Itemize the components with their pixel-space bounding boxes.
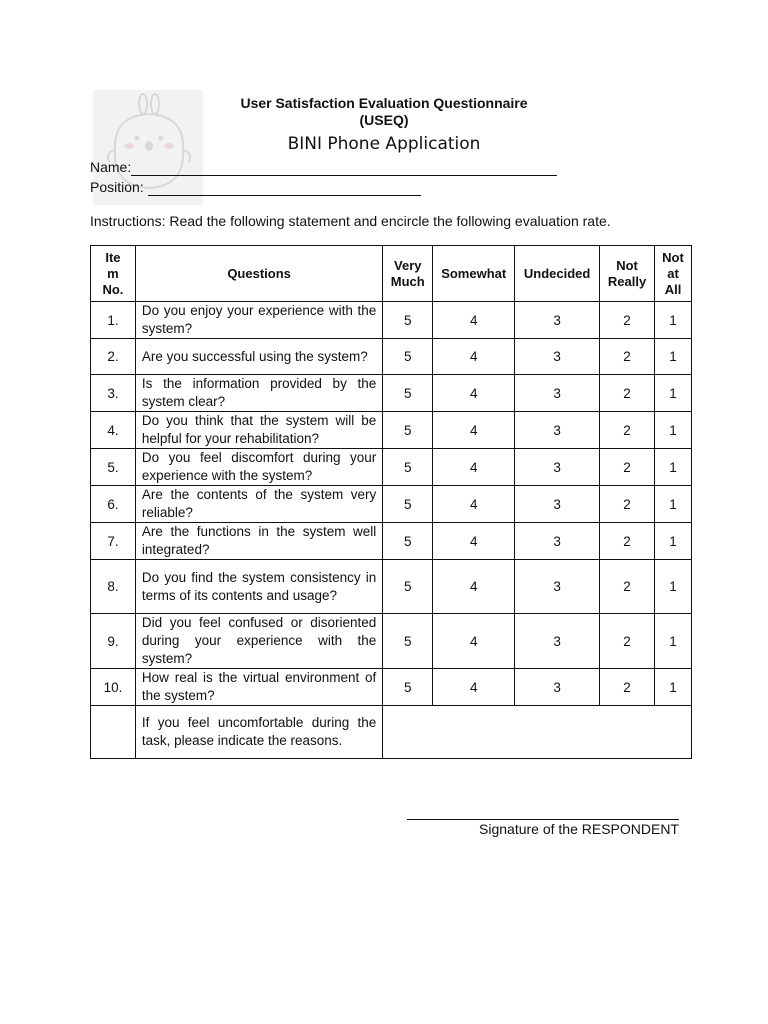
rating-1[interactable]: 1: [655, 412, 692, 449]
rating-1[interactable]: 1: [655, 614, 692, 669]
question-text: Are the contents of the system very reliable?: [135, 486, 382, 523]
reasons-answer-cell[interactable]: [383, 706, 692, 759]
header-not-really-l2: Really: [607, 273, 647, 289]
header-not-at-all-l2: at: [667, 265, 679, 281]
rating-2[interactable]: 2: [600, 523, 655, 560]
rating-5[interactable]: 5: [383, 412, 433, 449]
item-number: 9.: [91, 614, 136, 669]
name-field[interactable]: [90, 158, 557, 176]
rating-5[interactable]: 5: [383, 375, 433, 412]
table-row-reasons: [91, 706, 692, 759]
rating-5[interactable]: 5: [383, 614, 433, 669]
rating-5[interactable]: 5: [383, 449, 433, 486]
instructions: Instructions: Read the following statement and encircle the following evaluation rate.: [90, 213, 611, 229]
header-very-much-l1: Very: [394, 257, 422, 273]
item-number: 2.: [91, 339, 136, 375]
item-number: 7.: [91, 523, 136, 560]
rating-4[interactable]: 4: [433, 449, 515, 486]
rating-2[interactable]: 2: [600, 375, 655, 412]
rating-2[interactable]: 2: [600, 302, 655, 339]
rating-4[interactable]: 4: [433, 523, 515, 560]
rating-1[interactable]: 1: [655, 486, 692, 523]
header-not-really-l1: Not: [616, 257, 638, 273]
item-number: 6.: [91, 486, 136, 523]
question-text: Did you feel confused or disoriented during your experience with the system?: [135, 614, 382, 669]
rating-4[interactable]: 4: [433, 375, 515, 412]
rating-1[interactable]: 1: [655, 669, 692, 706]
question-text: Do you feel discomfort during your experience with the system?: [135, 449, 382, 486]
signature-line[interactable]: [407, 819, 679, 820]
name-line[interactable]: [131, 161, 557, 176]
header-not-at-all-l1: Not: [662, 249, 684, 265]
rating-2[interactable]: 2: [600, 412, 655, 449]
rating-4[interactable]: 4: [433, 486, 515, 523]
item-number: 4.: [91, 412, 136, 449]
rating-1[interactable]: 1: [655, 375, 692, 412]
table-row: [91, 302, 692, 339]
position-field[interactable]: [90, 178, 421, 196]
questionnaire-title: [0, 95, 768, 129]
table-row: [91, 339, 692, 375]
rating-4[interactable]: 4: [433, 339, 515, 375]
rating-2[interactable]: 2: [600, 339, 655, 375]
evaluation-table: [90, 245, 692, 759]
header-very-much: [383, 246, 433, 302]
rating-3[interactable]: 3: [515, 560, 600, 614]
rating-1[interactable]: 1: [655, 523, 692, 560]
rating-4[interactable]: 4: [433, 669, 515, 706]
rating-3[interactable]: 3: [515, 302, 600, 339]
rating-3[interactable]: 3: [515, 614, 600, 669]
rating-3[interactable]: 3: [515, 339, 600, 375]
name-label: Name:: [90, 159, 132, 175]
rating-5[interactable]: 5: [383, 560, 433, 614]
rating-4[interactable]: 4: [433, 302, 515, 339]
header-item-no: [91, 246, 136, 302]
header-item-no-l2: m: [107, 265, 119, 281]
rating-5[interactable]: 5: [383, 669, 433, 706]
rating-1[interactable]: 1: [655, 302, 692, 339]
question-text: Do you enjoy your experience with the system?: [135, 302, 382, 339]
table-row: [91, 614, 692, 669]
question-text: Are the functions in the system well integrated?: [135, 523, 382, 560]
rating-2[interactable]: 2: [600, 486, 655, 523]
header-not-really: [600, 246, 655, 302]
item-number: 5.: [91, 449, 136, 486]
item-number-empty: [91, 706, 136, 759]
question-text: How real is the virtual environment of the system?: [135, 669, 382, 706]
reasons-question: If you feel uncomfortable during the task, please indicate the reasons.: [135, 706, 382, 759]
rating-1[interactable]: 1: [655, 339, 692, 375]
header-item-no-l1: Ite: [105, 249, 121, 265]
table-row: [91, 449, 692, 486]
item-number: 8.: [91, 560, 136, 614]
header-very-much-l2: Much: [390, 273, 425, 289]
table-row: [91, 412, 692, 449]
rating-1[interactable]: 1: [655, 560, 692, 614]
signature-label: Signature of the RESPONDENT: [479, 821, 679, 837]
rating-3[interactable]: 3: [515, 449, 600, 486]
item-number: 3.: [91, 375, 136, 412]
header-questions: Questions: [135, 246, 382, 302]
position-line[interactable]: [148, 181, 421, 196]
title-line-1: User Satisfaction Evaluation Questionnaire: [240, 95, 528, 111]
rating-3[interactable]: 3: [515, 412, 600, 449]
rating-3[interactable]: 3: [515, 375, 600, 412]
table-row: [91, 669, 692, 706]
rating-3[interactable]: 3: [515, 669, 600, 706]
rating-2[interactable]: 2: [600, 449, 655, 486]
question-text: Do you think that the system will be helpful for your rehabilitation?: [135, 412, 382, 449]
rating-3[interactable]: 3: [515, 523, 600, 560]
header-item-no-l3: No.: [102, 281, 124, 297]
rating-4[interactable]: 4: [433, 614, 515, 669]
rating-5[interactable]: 5: [383, 523, 433, 560]
item-number: 10.: [91, 669, 136, 706]
rating-2[interactable]: 2: [600, 560, 655, 614]
header-not-at-all: [655, 246, 692, 302]
app-title: BINI Phone Application: [287, 134, 481, 154]
question-text: Is the information provided by the system clear?: [135, 375, 382, 412]
rating-1[interactable]: 1: [655, 449, 692, 486]
question-text: Are you successful using the system?: [135, 339, 382, 375]
rating-5[interactable]: 5: [383, 339, 433, 375]
rating-3[interactable]: 3: [515, 486, 600, 523]
rating-5[interactable]: 5: [383, 486, 433, 523]
table-row: [91, 375, 692, 412]
table-row: [91, 523, 692, 560]
table-header-row: [91, 246, 692, 302]
title-line-2: (USEQ): [359, 112, 409, 128]
table-row: [91, 486, 692, 523]
rating-2[interactable]: 2: [600, 614, 655, 669]
rating-2[interactable]: 2: [600, 669, 655, 706]
header-undecided: Undecided: [515, 246, 600, 302]
rating-4[interactable]: 4: [433, 560, 515, 614]
question-text: Do you find the system consistency in terms of its contents and usage?: [135, 560, 382, 614]
rating-4[interactable]: 4: [433, 412, 515, 449]
item-number: 1.: [91, 302, 136, 339]
table-row: [91, 560, 692, 614]
header-not-at-all-l3: All: [664, 281, 682, 297]
position-label: Position:: [90, 179, 144, 195]
rating-5[interactable]: 5: [383, 302, 433, 339]
header-somewhat: Somewhat: [433, 246, 515, 302]
